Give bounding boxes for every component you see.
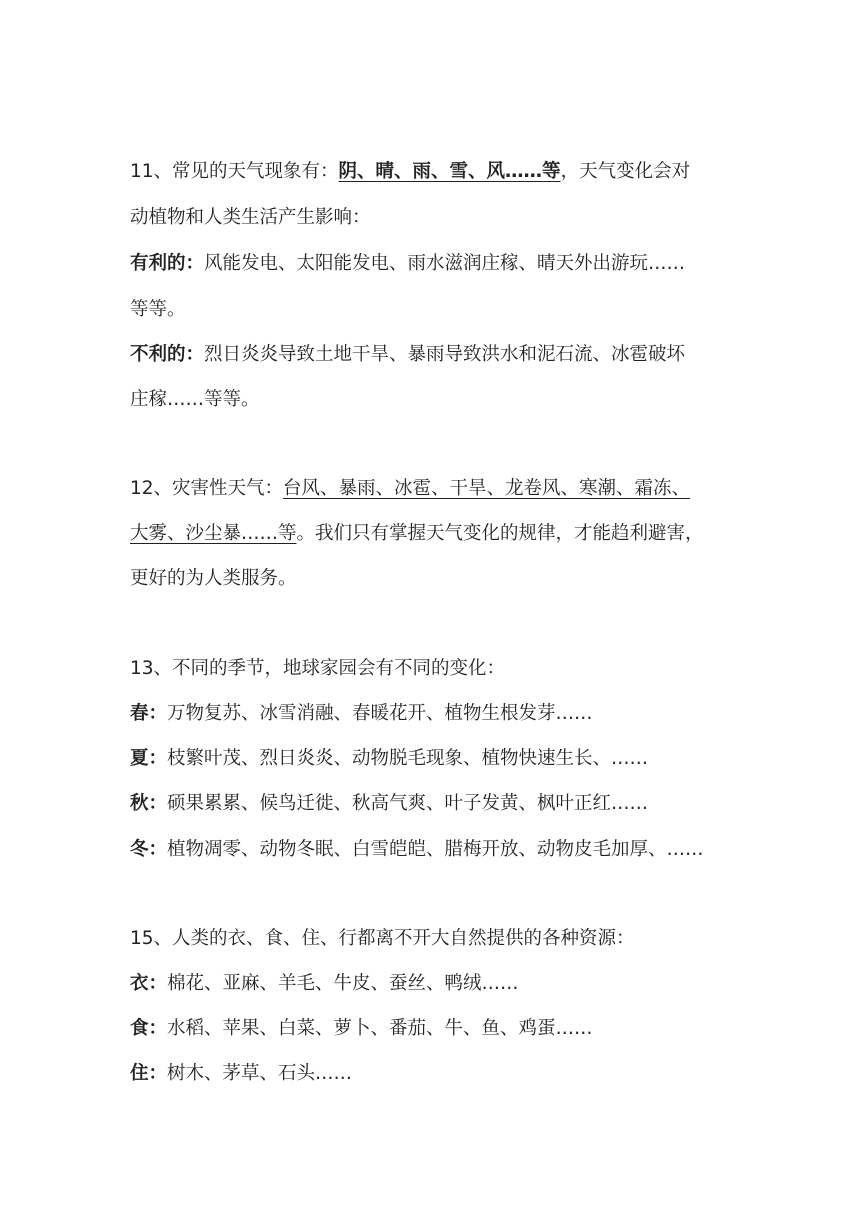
s12-disasters-b: 大雾、沙尘暴……等 bbox=[130, 523, 297, 544]
s15-housing bbox=[130, 1059, 750, 1089]
s12-heading: 12、灾害性天气： bbox=[130, 478, 284, 499]
s12-disasters-a: 台风、暴雨、冰雹、干旱、龙卷风、寒潮、霜冻、 bbox=[283, 478, 691, 499]
s12-line-1 bbox=[130, 474, 750, 504]
s11-line-2: 动植物和人类生活产生影响： bbox=[130, 207, 371, 228]
s15-heading: 15、人类的衣、食、住、行都离不开大自然提供的各种资源： bbox=[130, 928, 635, 949]
unfavorable-label: 不利的： bbox=[130, 344, 205, 365]
s11-heading: 11、常见的天气现象有： bbox=[130, 161, 339, 182]
s11-favorable-cont: 等等。 bbox=[130, 299, 186, 320]
s13-heading: 13、不同的季节，地球家园会有不同的变化： bbox=[130, 658, 506, 679]
s11-favorable bbox=[130, 249, 750, 279]
favorable-text: 风能发电、太阳能发电、雨水滋润庄稼、晴天外出游玩…… bbox=[204, 253, 686, 274]
s12-line-2 bbox=[130, 519, 750, 549]
spring-label: 春： bbox=[130, 703, 168, 724]
s15-food bbox=[130, 1014, 750, 1044]
summer-label: 夏： bbox=[130, 748, 168, 769]
summer-text: 枝繁叶茂、烈日炎炎、动物脱毛现象、植物快速生长、…… bbox=[167, 748, 649, 769]
winter-label: 冬： bbox=[130, 839, 168, 860]
clothing-text: 棉花、亚麻、羊毛、牛皮、蚕丝、鸭绒…… bbox=[167, 973, 519, 994]
s11-unfavorable-cont: 庄稼……等等。 bbox=[130, 389, 260, 410]
food-text: 水稻、苹果、白菜、萝卜、番茄、牛、鱼、鸡蛋…… bbox=[167, 1018, 593, 1039]
s13-autumn bbox=[130, 789, 750, 819]
favorable-label: 有利的： bbox=[130, 253, 205, 274]
s11-weather-phenomena: 阴、晴、雨、雪、风……等 bbox=[338, 161, 561, 182]
autumn-label: 秋： bbox=[130, 793, 168, 814]
clothing-label: 衣： bbox=[130, 973, 168, 994]
spring-text: 万物复苏、冰雪消融、春暖花开、植物生根发芽…… bbox=[167, 703, 593, 724]
s13-winter bbox=[130, 835, 750, 865]
s15-clothing bbox=[130, 969, 750, 999]
s11-unfavorable bbox=[130, 340, 750, 370]
s12-text: 。我们只有掌握天气变化的规律，才能趋利避害， bbox=[296, 523, 704, 544]
unfavorable-text: 烈日炎炎导致土地干旱、暴雨导致洪水和泥石流、冰雹破坏 bbox=[204, 344, 686, 365]
housing-text: 树木、茅草、石头…… bbox=[167, 1063, 353, 1084]
housing-label: 住： bbox=[130, 1063, 168, 1084]
s13-spring bbox=[130, 699, 750, 729]
autumn-text: 硕果累累、候鸟迁徙、秋高气爽、叶子发黄、枫叶正红…… bbox=[167, 793, 649, 814]
s13-summer bbox=[130, 744, 750, 774]
winter-text: 植物凋零、动物冬眠、白雪皑皑、腊梅开放、动物皮毛加厚、…… bbox=[167, 839, 704, 860]
s11-line-1 bbox=[130, 157, 750, 187]
s12-line-3: 更好的为人类服务。 bbox=[130, 568, 297, 589]
s11-heading-tail: ，天气变化会对 bbox=[560, 161, 691, 182]
food-label: 食： bbox=[130, 1018, 168, 1039]
